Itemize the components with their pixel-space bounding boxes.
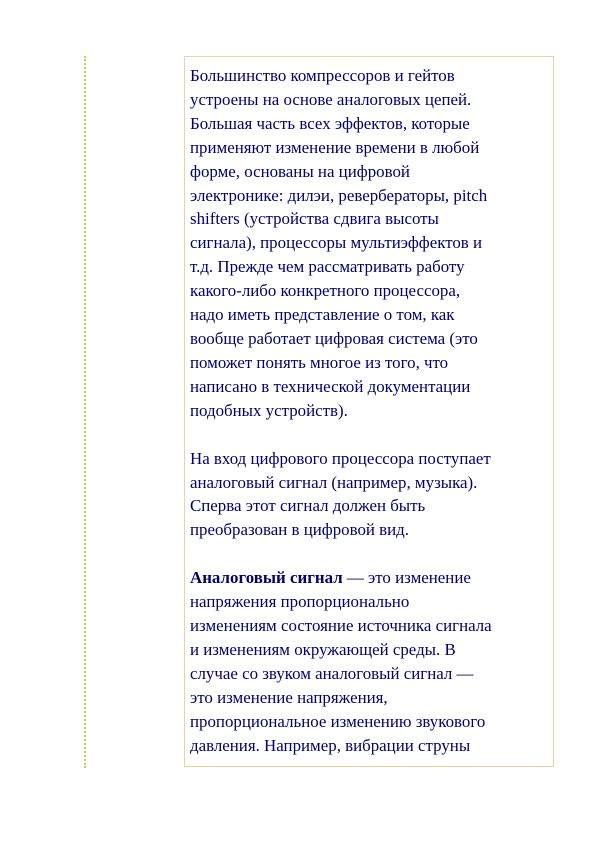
text-line: аналоговый сигнал (например, музыка).	[190, 472, 478, 492]
text-line: напряжения пропорционально	[190, 592, 410, 612]
definition-text: — это изменение	[342, 568, 471, 588]
text-line: Сперва этот сигнал должен быть	[190, 496, 426, 516]
text-line: изменениям состояние источника сигнала	[190, 616, 492, 636]
text-line: shifters (устройства сдвига высоты	[190, 209, 439, 229]
text-line: устроены на основе аналоговых цепей.	[190, 89, 472, 109]
text-line: преобразован в цифровой вид.	[190, 520, 410, 540]
definition-first-line	[190, 566, 549, 590]
text-line: давления. Например, вибрации струны	[190, 735, 471, 755]
text-line: сигнала), процессоры мультиэффектов и	[190, 233, 483, 253]
paragraph-spacer	[190, 542, 549, 566]
text-line: и изменениям окружающей среды. В	[190, 639, 456, 659]
text-line: пропорциональное изменению звукового	[190, 711, 486, 731]
text-line: На вход цифрового процессора поступает	[190, 448, 491, 468]
paragraph-spacer	[190, 423, 549, 447]
text-line: какого-либо конкретного процессора,	[190, 281, 461, 301]
text-line: это изменение напряжения,	[190, 687, 388, 707]
text-line: вообще работает цифровая система (это	[190, 328, 478, 348]
defined-term: Аналоговый сигнал	[190, 568, 343, 588]
text-line: электронике: дилэи, ревербераторы, pitch	[190, 185, 488, 205]
text-line: поможет понять многое из того, что	[190, 352, 449, 372]
text-line: надо иметь представление о том, как	[190, 305, 455, 325]
text-line: написано в технической документации	[190, 376, 471, 396]
paragraph-3	[190, 566, 549, 757]
paragraph-1	[190, 64, 549, 423]
text-line: Большинство компрессоров и гейтов	[190, 66, 455, 85]
text-line: случае со звуком аналоговый сигнал —	[190, 663, 474, 683]
margin-rule	[84, 56, 86, 768]
text-frame	[184, 56, 554, 767]
text-line: подобных устройств).	[190, 400, 348, 420]
paragraph-2	[190, 447, 549, 543]
text-line: применяют изменение времени в любой	[190, 137, 480, 157]
text-line: т.д. Прежде чем рассматривать работу	[190, 257, 465, 277]
text-line: форме, основаны на цифровой	[190, 161, 410, 181]
text-line: Большая часть всех эффектов, которые	[190, 113, 470, 133]
